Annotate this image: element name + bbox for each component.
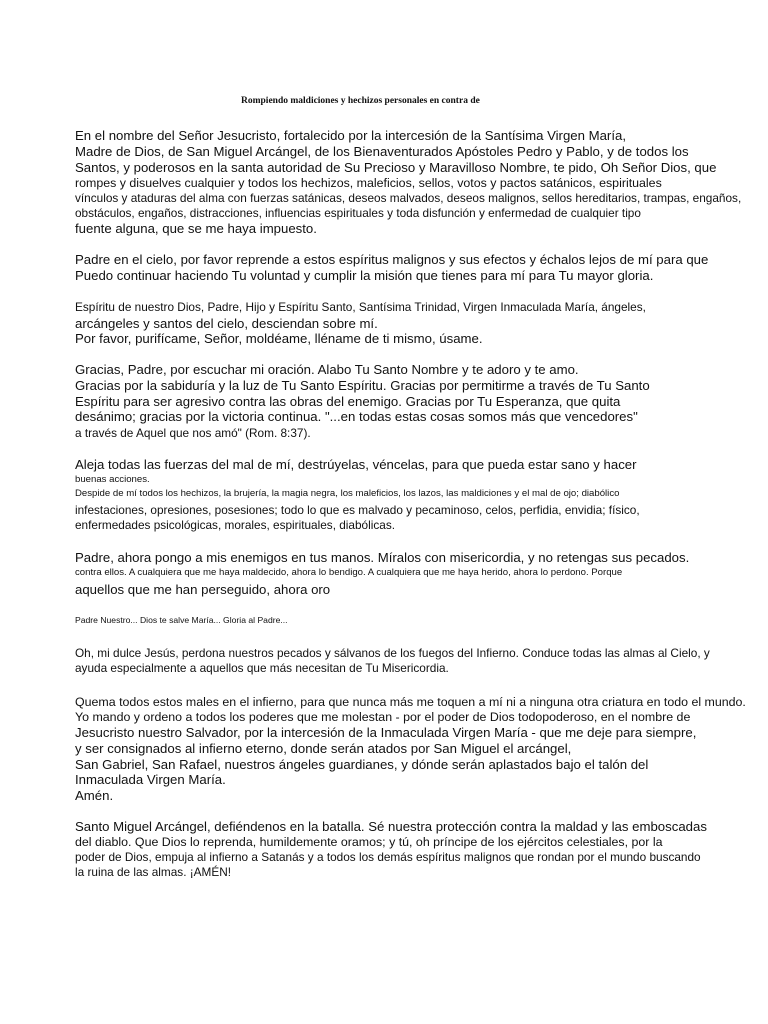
text-line: buenas acciones. bbox=[75, 474, 150, 485]
text-line: Padre, ahora pongo a mis enemigos en tus manos. Míralos con misericordia, y no retengas sus pecados. bbox=[75, 550, 690, 565]
text-line: vínculos y ataduras del alma con fuerzas satánicas, deseos malvados, deseos malignos, sellos hereditarios, trampas, engaños, bbox=[75, 191, 742, 205]
text-line: Espíritu de nuestro Dios, Padre, Hijo y Espíritu Santo, Santísima Trinidad, Virgen Inmaculada María, ángeles, bbox=[75, 300, 646, 314]
text-line: Despide de mí todos los hechizos, la brujería, la magia negra, los maleficios, los lazos, las maldiciones y el mal de ojo; diabólico bbox=[75, 488, 620, 499]
text-line: infestaciones, opresiones, posesiones; todo lo que es malvado y pecaminoso, celos, perfidia, envidia; físico, bbox=[75, 503, 640, 517]
text-line: Quema todos estos males en el infierno, para que nunca más me toquen a mí ni a ninguna otra criatura en todo el mundo. bbox=[75, 695, 746, 709]
text-line: Madre de Dios, de San Miguel Arcángel, de los Bienaventurados Apóstoles Pedro y Pablo, y de todos los bbox=[75, 144, 689, 159]
text-line: Por favor, purifícame, Señor, moldéame, lléname de ti mismo, úsame. bbox=[75, 331, 483, 346]
text-line: rompes y disuelves cualquier y todos los hechizos, maleficios, sellos, votos y pactos satánicos, espirituales bbox=[75, 176, 662, 190]
text-line: y ser consignados al infierno eterno, donde serán atados por San Miguel el arcángel, bbox=[75, 741, 572, 756]
text-line: Padre Nuestro... Dios te salve María... Gloria al Padre... bbox=[75, 615, 288, 625]
text-line: Santos, y poderosos en la santa autoridad de Su Precioso y Maravilloso Nombre, te pido, Oh Señor Dios, que bbox=[75, 160, 717, 175]
text-line: desánimo; gracias por la victoria continua. "...en todas estas cosas somos más que vencedores" bbox=[75, 409, 638, 424]
document-title: Rompiendo maldiciones y hechizos personales en contra de bbox=[241, 96, 480, 106]
text-line: del diablo. Que Dios lo reprenda, humildemente oramos; y tú, oh príncipe de los ejércitos celestiales, por la bbox=[75, 835, 663, 849]
text-line: Aleja todas las fuerzas del mal de mí, destrúyelas, véncelas, para que pueda estar sano y hacer bbox=[75, 457, 637, 472]
text-line: fuente alguna, que se me haya impuesto. bbox=[75, 221, 317, 236]
text-line: Puedo continuar haciendo Tu voluntad y cumplir la misión que tienes para mí para Tu mayor gloria. bbox=[75, 268, 654, 283]
text-line: Oh, mi dulce Jesús, perdona nuestros pecados y sálvanos de los fuegos del Infierno. Conduce todas las almas al Cielo, y bbox=[75, 646, 710, 660]
text-line: En el nombre del Señor Jesucristo, fortalecido por la intercesión de la Santísima Virgen María, bbox=[75, 128, 626, 143]
text-line: San Gabriel, San Rafael, nuestros ángeles guardianes, y dónde serán aplastados bajo el talón del bbox=[75, 757, 649, 772]
text-line: ayuda especialmente a aquellos que más necesitan de Tu Misericordia. bbox=[75, 661, 449, 675]
text-line: Gracias por la sabiduría y la luz de Tu Santo Espíritu. Gracias por permitirme a través de Tu Santo bbox=[75, 378, 650, 393]
text-line: Padre en el cielo, por favor reprende a estos espíritus malignos y sus efectos y échalos lejos de mí para que bbox=[75, 252, 709, 267]
text-line: Santo Miguel Arcángel, defiéndenos en la batalla. Sé nuestra protección contra la maldad y las emboscadas bbox=[75, 819, 707, 834]
text-line: Espíritu para ser agresivo contra las obras del enemigo. Gracias por Tu Esperanza, que quita bbox=[75, 394, 621, 409]
text-line: la ruina de las almas. ¡AMÉN! bbox=[75, 865, 232, 879]
text-line: Jesucristo nuestro Salvador, por la intercesión de la Inmaculada Virgen María - que me deje para siempre, bbox=[75, 725, 697, 740]
text-line: enfermedades psicológicas, morales, espirituales, diabólicas. bbox=[75, 518, 395, 532]
text-line: Gracias, Padre, por escuchar mi oración. Alabo Tu Santo Nombre y te adoro y te amo. bbox=[75, 362, 579, 377]
text-line: arcángeles y santos del cielo, desciendan sobre mí. bbox=[75, 316, 378, 331]
text-line: Amén. bbox=[75, 788, 114, 803]
text-line: poder de Dios, empuja al infierno a Satanás y a todos los demás espíritus malignos que rondan por el mundo buscando bbox=[75, 850, 701, 864]
text-line: Inmaculada Virgen María. bbox=[75, 772, 226, 787]
text-line: Yo mando y ordeno a todos los poderes que me molestan - por el poder de Dios todopoderoso, en el nombre de bbox=[75, 710, 691, 724]
text-line: aquellos que me han perseguido, ahora oro bbox=[75, 582, 331, 597]
text-line: a través de Aquel que nos amó" (Rom. 8:37). bbox=[75, 426, 311, 440]
text-line: obstáculos, engaños, distracciones, influencias espirituales y toda disfunción y enfermedad de cualquier tipo bbox=[75, 206, 641, 220]
text-line: contra ellos. A cualquiera que me haya maldecido, ahora lo bendigo. A cualquiera que me haya herido, ahora lo perdono. Porque bbox=[75, 567, 623, 578]
